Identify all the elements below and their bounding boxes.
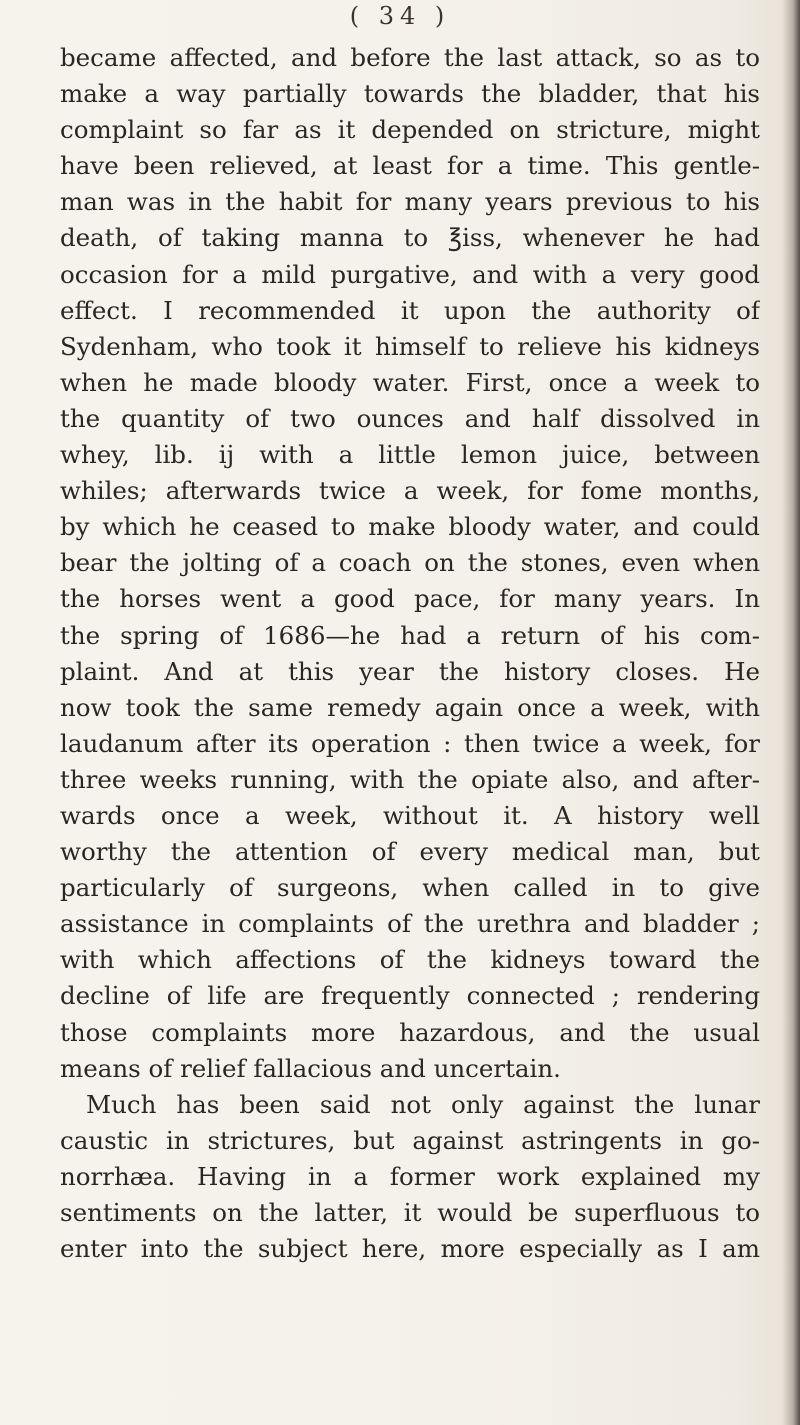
text-line: the horses went a good pace, for many years. In — [60, 584, 760, 614]
text-line: death, of taking manna to ℥iss, whenever he had — [60, 223, 760, 253]
text-line: complaint so far as it depended on stricture, might — [60, 115, 760, 145]
text-line: the quantity of two ounces and half dissolved in — [60, 403, 760, 433]
page-number: ( 34 ) — [349, 2, 451, 30]
text-line: became affected, and before the last attack, so as to — [60, 43, 760, 72]
page-edge-shadow — [782, 0, 800, 1425]
text-line: the spring of 1686—he had a return of his com- — [60, 620, 760, 650]
text-line: make a way partially towards the bladder, that his — [60, 79, 760, 109]
text-line: plaint. And at this year the history closes. He — [60, 656, 760, 686]
text-line: whey, lib. ij with a little lemon juice, between — [60, 440, 760, 470]
text-line: decline of life are frequently connected ; rendering — [60, 981, 760, 1011]
text-line: particularly of surgeons, when called in to give — [60, 873, 760, 903]
text-line: those complaints more hazardous, and the usual — [60, 1017, 760, 1047]
paragraph-first-line: Much has been said not only against the lunar — [86, 1089, 760, 1119]
text-line: Sydenham, who took it himself to relieve his kidneys — [60, 331, 760, 361]
text-line: whiles; afterwards twice a week, for fome months, — [60, 476, 760, 506]
text-line: with which affections of the kidneys toward the — [60, 945, 760, 975]
text-line: worthy the attention of every medical man, but — [60, 837, 760, 867]
text-line: enter into the subject here, more especially as I am — [60, 1234, 760, 1264]
text-line: sentiments on the latter, it would be superfluous to — [60, 1198, 760, 1227]
text-line: laudanum after its operation : then twice a week, for — [60, 728, 760, 758]
text-line: caustic in strictures, but against astringents in go- — [60, 1125, 760, 1155]
body-text — [60, 40, 760, 1267]
text-line: effect. I recommended it upon the authority of — [60, 295, 760, 325]
text-line: now took the same remedy again once a week, with — [60, 692, 760, 722]
text-line: assistance in complaints of the urethra and bladder ; — [60, 909, 760, 939]
text-line: have been relieved, at least for a time. This gentle- — [60, 151, 760, 181]
text-line: three weeks running, with the opiate also, and after- — [60, 764, 760, 794]
text-line: by which he ceased to make bloody water, and could — [60, 512, 760, 542]
paragraph-last-line: means of relief fallacious and uncertain. — [60, 1053, 561, 1083]
text-line: when he made bloody water. First, once a week to — [60, 367, 760, 397]
text-line: norrhæa. Having in a former work explained my — [60, 1161, 760, 1191]
text-line: bear the jolting of a coach on the stones, even when — [60, 548, 760, 578]
text-line: wards once a week, without it. A history well — [60, 800, 760, 830]
text-line: man was in the habit for many years previous to his — [60, 187, 760, 217]
text-line: occasion for a mild purgative, and with a very good — [60, 259, 760, 289]
